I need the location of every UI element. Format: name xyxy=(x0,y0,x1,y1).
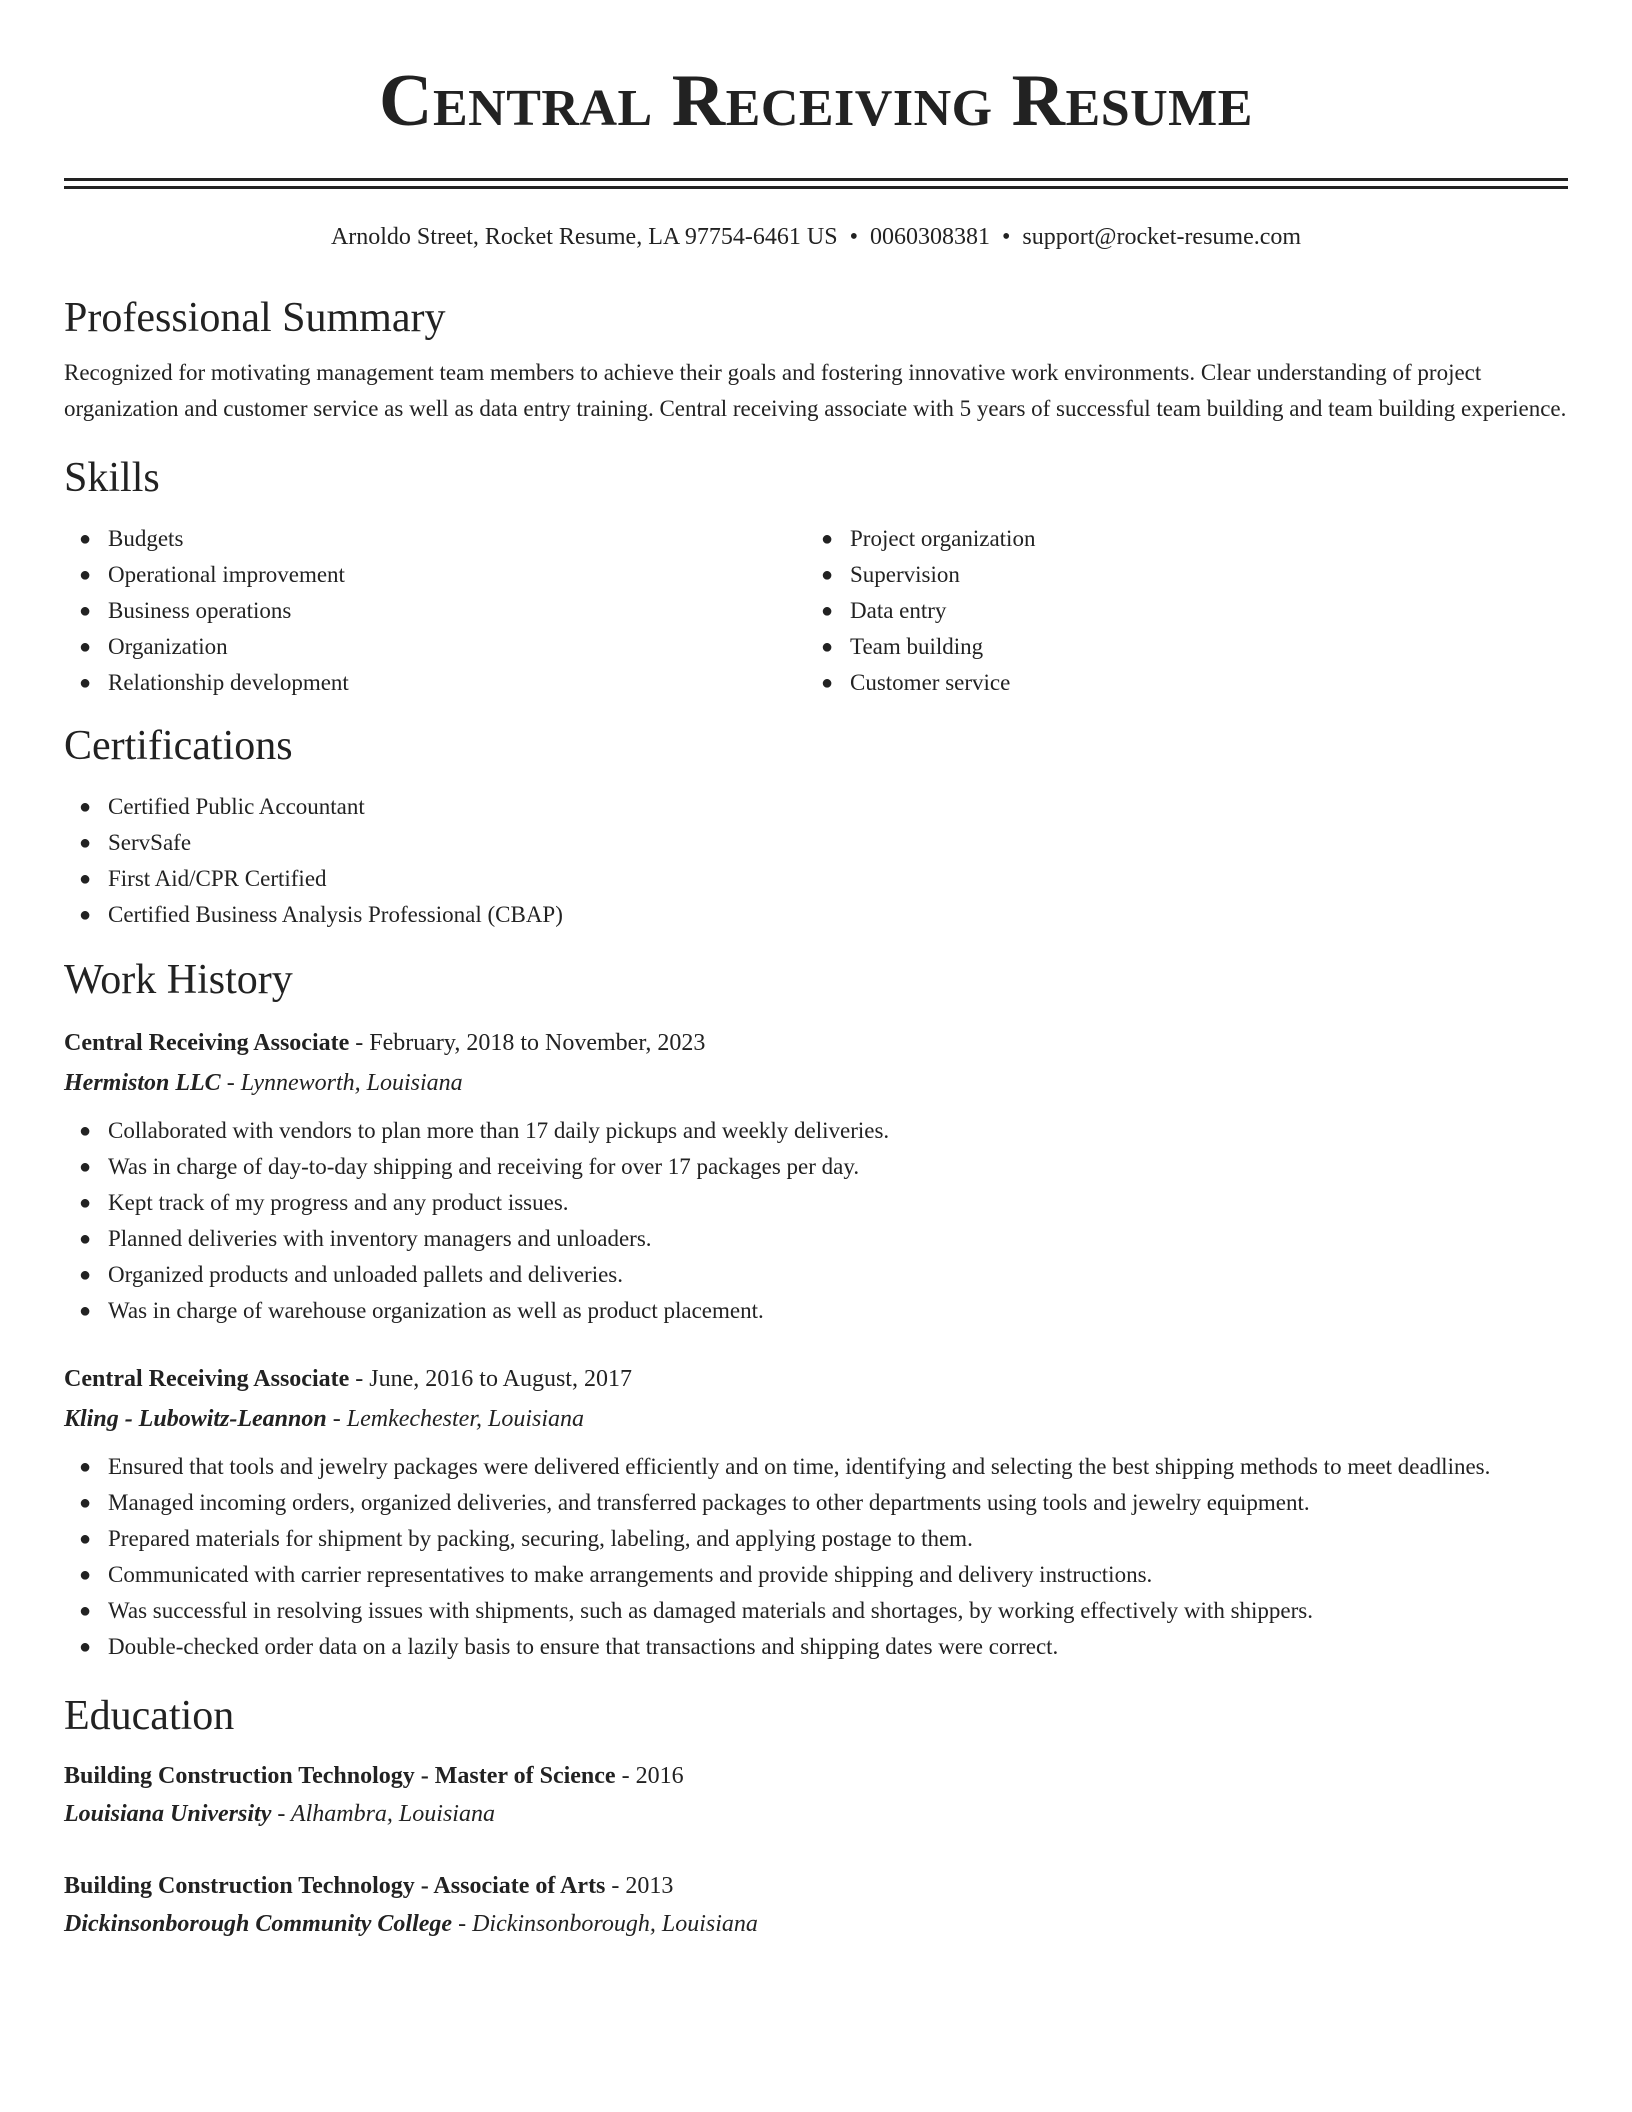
skill-item xyxy=(64,593,806,629)
job-location: Lemkechester, Louisiana xyxy=(346,1406,585,1432)
job-title-line: Central Receiving Associate - February, 2018 to November, 2023 xyxy=(64,1030,706,1056)
skill-item xyxy=(64,557,806,593)
job-responsibilities xyxy=(64,1449,1568,1665)
skill-label: Team building xyxy=(850,634,984,659)
job-entry xyxy=(64,1359,1568,1665)
responsibility-text: Communicated with carrier representatives to make arrangements and provide shipping and delivery instructions. xyxy=(108,1562,1153,1587)
responsibility-text: Ensured that tools and jewelry packages were delivered efficiently and on time, identifying and selecting the best shipping methods to meet deadlines. xyxy=(108,1454,1491,1479)
summary-section xyxy=(64,293,1568,427)
bullet-icon: ● xyxy=(79,796,92,818)
skill-item xyxy=(806,593,1548,629)
skill-label: Organization xyxy=(108,634,228,659)
contact-phone: 0060308381 xyxy=(869,224,990,250)
job-location: Lynneworth, Louisiana xyxy=(240,1070,463,1096)
bullet-icon: ● xyxy=(79,1120,92,1142)
job-dates: February, 2018 to November, 2023 xyxy=(369,1030,706,1056)
skills-right-column xyxy=(806,521,1548,701)
education-entry xyxy=(64,1757,1568,1833)
bullet-icon: ● xyxy=(79,636,92,658)
skills-section xyxy=(64,453,1568,701)
bullet-icon: ● xyxy=(79,1492,92,1514)
certification-item xyxy=(64,861,1568,897)
responsibility-item xyxy=(64,1485,1568,1521)
responsibility-text: Collaborated with vendors to plan more than 17 daily pickups and weekly deliveries. xyxy=(108,1118,890,1143)
job-company-line: Hermiston LLC - Lynneworth, Louisiana xyxy=(64,1070,463,1096)
contact-line xyxy=(64,221,1568,253)
summary-heading: Professional Summary xyxy=(64,295,446,341)
job-title-line: Central Receiving Associate - June, 2016 to August, 2017 xyxy=(64,1366,632,1392)
skill-item xyxy=(64,521,806,557)
skill-label: Supervision xyxy=(850,562,960,587)
education-school: Dickinsonborough Community College xyxy=(64,1911,453,1937)
bullet-icon: ● xyxy=(79,528,92,550)
responsibility-text: Kept track of my progress and any product issues. xyxy=(108,1190,569,1215)
education-location: Dickinsonborough, Louisiana xyxy=(472,1911,758,1937)
skill-item xyxy=(806,629,1548,665)
education-entry xyxy=(64,1867,1568,1943)
bullet-icon: ● xyxy=(79,868,92,890)
education-year: 2016 xyxy=(635,1763,684,1789)
bullet-icon: ● xyxy=(79,1528,92,1550)
education-program: Building Construction Technology - Associate of Arts xyxy=(64,1873,606,1899)
skill-label: Customer service xyxy=(850,670,1011,695)
certifications-list xyxy=(64,789,1568,933)
education-school: Louisiana University xyxy=(64,1801,272,1827)
education-heading: Education xyxy=(64,1693,235,1739)
education-school-line: Dickinsonborough Community College - Dickinsonborough, Louisiana xyxy=(64,1911,758,1937)
responsibility-item xyxy=(64,1293,1568,1329)
work-history-section xyxy=(64,955,1568,1665)
skill-item xyxy=(806,557,1548,593)
bullet-icon: ● xyxy=(821,636,834,658)
contact-separator: • xyxy=(849,224,858,250)
responsibility-item xyxy=(64,1629,1568,1665)
contact-address: Arnoldo Street, Rocket Resume, LA 97754-6461 US xyxy=(330,224,838,250)
education-year: 2013 xyxy=(625,1873,674,1899)
responsibility-item xyxy=(64,1113,1568,1149)
bullet-icon: ● xyxy=(79,564,92,586)
job-dates: June, 2016 to August, 2017 xyxy=(369,1366,632,1392)
responsibility-item xyxy=(64,1149,1568,1185)
skill-item xyxy=(806,521,1548,557)
skill-label: Business operations xyxy=(108,598,292,623)
responsibility-item xyxy=(64,1593,1568,1629)
skill-label: Project organization xyxy=(850,526,1036,551)
skill-label: Budgets xyxy=(108,526,184,551)
responsibility-text: Was in charge of warehouse organization as well as product placement. xyxy=(108,1298,764,1323)
title-divider xyxy=(64,178,1568,189)
bullet-icon: ● xyxy=(79,1456,92,1478)
bullet-icon: ● xyxy=(79,904,92,926)
responsibility-text: Planned deliveries with inventory managers and unloaders. xyxy=(108,1226,652,1251)
bullet-icon: ● xyxy=(79,1156,92,1178)
certification-label: Certified Public Accountant xyxy=(108,794,365,819)
skills-grid xyxy=(64,521,1568,701)
responsibility-text: Prepared materials for shipment by packing, securing, labeling, and applying postage to them. xyxy=(108,1526,973,1551)
contact-email: support@rocket-resume.com xyxy=(1022,224,1302,250)
responsibility-text: Was successful in resolving issues with shipments, such as damaged materials and shortages, by working effectively with shippers. xyxy=(108,1598,1313,1623)
skill-label: Data entry xyxy=(850,598,947,623)
responsibility-text: Organized products and unloaded pallets and deliveries. xyxy=(108,1262,623,1287)
bullet-icon: ● xyxy=(821,564,834,586)
bullet-icon: ● xyxy=(79,1600,92,1622)
education-program: Building Construction Technology - Master of Science xyxy=(64,1763,616,1789)
bullet-icon: ● xyxy=(79,1228,92,1250)
certification-label: Certified Business Analysis Professional (CBAP) xyxy=(108,902,563,927)
certifications-heading: Certifications xyxy=(64,723,293,769)
summary-text: Recognized for motivating management team members to achieve their goals and fostering innovative work environments. Clear understanding of project organization and customer service as well as data entry training. Central receiving associate with 5 years of successful team building and team building experience. xyxy=(64,360,1567,421)
bullet-icon: ● xyxy=(79,1636,92,1658)
certification-label: ServSafe xyxy=(108,830,192,855)
work-history-heading: Work History xyxy=(64,957,293,1003)
education-school-line: Louisiana University - Alhambra, Louisiana xyxy=(64,1801,495,1827)
responsibility-text: Managed incoming orders, organized deliveries, and transferred packages to other departments using tools and jewelry equipment. xyxy=(108,1490,1310,1515)
education-program-line: Building Construction Technology - Associate of Arts - 2013 xyxy=(64,1873,674,1899)
skills-heading: Skills xyxy=(64,455,160,501)
contact-separator: • xyxy=(1001,224,1011,250)
education-location: Alhambra, Louisiana xyxy=(290,1801,495,1827)
responsibility-text: Double-checked order data on a lazily basis to ensure that transactions and shipping dates were correct. xyxy=(108,1634,1059,1659)
bullet-icon: ● xyxy=(79,832,92,854)
certification-label: First Aid/CPR Certified xyxy=(108,866,327,891)
skills-left-column xyxy=(64,521,806,701)
responsibility-text: Was in charge of day-to-day shipping and receiving for over 17 packages per day. xyxy=(108,1154,860,1179)
skill-item xyxy=(64,665,806,701)
education-section xyxy=(64,1691,1568,1943)
job-company: Hermiston LLC xyxy=(64,1070,221,1096)
responsibility-item xyxy=(64,1185,1568,1221)
responsibility-item xyxy=(64,1449,1568,1485)
job-company: Kling - Lubowitz-Leannon xyxy=(64,1406,327,1432)
education-program-line: Building Construction Technology - Master of Science - 2016 xyxy=(64,1763,684,1789)
responsibility-item xyxy=(64,1257,1568,1293)
certification-item xyxy=(64,825,1568,861)
certifications-section xyxy=(64,721,1568,933)
job-title: Central Receiving Associate xyxy=(64,1366,350,1392)
skill-label: Relationship development xyxy=(108,670,349,695)
skill-label: Operational improvement xyxy=(108,562,345,587)
bullet-icon: ● xyxy=(821,528,834,550)
bullet-icon: ● xyxy=(821,600,834,622)
bullet-icon: ● xyxy=(79,1264,92,1286)
certification-item xyxy=(64,897,1568,933)
page-title: Central Receiving Resume xyxy=(379,60,1253,142)
bullet-icon: ● xyxy=(821,672,834,694)
job-responsibilities xyxy=(64,1113,1568,1329)
skill-item xyxy=(806,665,1548,701)
responsibility-item xyxy=(64,1521,1568,1557)
bullet-icon: ● xyxy=(79,1300,92,1322)
skill-item xyxy=(64,629,806,665)
job-title: Central Receiving Associate xyxy=(64,1030,350,1056)
responsibility-item xyxy=(64,1221,1568,1257)
bullet-icon: ● xyxy=(79,672,92,694)
job-entry xyxy=(64,1023,1568,1329)
responsibility-item xyxy=(64,1557,1568,1593)
bullet-icon: ● xyxy=(79,1192,92,1214)
job-company-line: Kling - Lubowitz-Leannon - Lemkechester, Louisiana xyxy=(64,1406,585,1432)
certification-item xyxy=(64,789,1568,825)
bullet-icon: ● xyxy=(79,1564,92,1586)
bullet-icon: ● xyxy=(79,600,92,622)
